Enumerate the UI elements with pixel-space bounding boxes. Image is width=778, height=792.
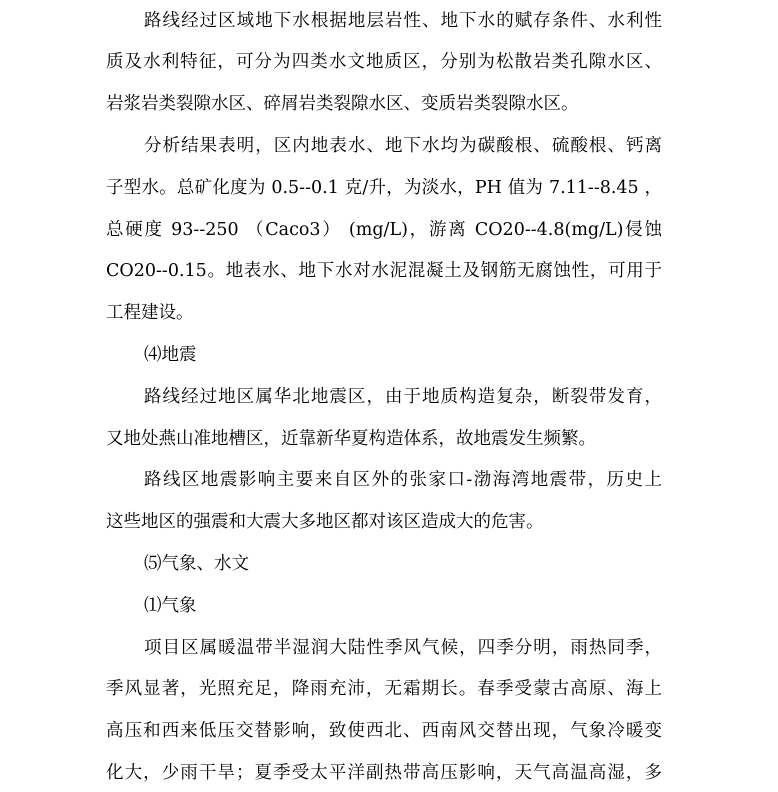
paragraph-3-line-1: 路线经过地区属华北地震区，由于地质构造复杂，断裂带发育， (144, 387, 662, 407)
paragraph-2-line-5: 工程建设。 (106, 303, 194, 323)
paragraph-2-line-3: 总硬度 93--250 （Caco3） (mg/L)，游离 CO20--4.8(mg/L)侵蚀 (106, 220, 662, 240)
paragraph-1-line-2: 质及水利特征，可分为四类水文地质区，分别为松散岩类孔隙水区、 (106, 52, 662, 72)
paragraph-1-line-1: 路线经过区域地下水根据地层岩性、地下水的赋存条件、水利性 (144, 11, 662, 31)
paragraph-5-line-2: 季风显著，光照充足，降雨充沛，无霜期长。春季受蒙古高原、海上 (106, 679, 662, 699)
paragraph-5-line-4: 化大，少雨干旱；夏季受太平洋副热带高压影响，天气高温高湿，多 (106, 763, 662, 783)
section-heading-meteorology-hydrology: ⑸气象、水文 (144, 554, 249, 574)
paragraph-5-line-3: 高压和西来低压交替影响，致使西北、西南风交替出现，气象冷暖变 (106, 721, 662, 741)
paragraph-1-line-3: 岩浆岩类裂隙水区、碎屑岩类裂隙水区、变质岩类裂隙水区。 (106, 94, 579, 114)
paragraph-3-line-2: 又地处燕山准地槽区，近靠新华夏构造体系，故地震发生频繁。 (106, 429, 596, 449)
paragraph-2-line-4: CO20--0.15。地表水、地下水对水泥混凝土及钢筋无腐蚀性，可用于 (106, 261, 662, 281)
paragraph-4-line-1: 路线区地震影响主要来自区外的张家口-渤海湾地震带，历史上 (144, 470, 662, 490)
paragraph-5-line-1: 项目区属暖温带半湿润大陆性季风气候，四季分明，雨热同季， (144, 638, 662, 658)
paragraph-2-line-2: 子型水。总矿化度为 0.5--0.1 克/升，为淡水，PH 值为 7.11--8.45 ， (106, 178, 662, 198)
section-heading-earthquake: ⑷地震 (144, 345, 197, 365)
paragraph-2-line-1: 分析结果表明，区内地表水、地下水均为碳酸根、硫酸根、钙离 (144, 136, 662, 156)
paragraph-4-line-2: 这些地区的强震和大震大多地区都对该区造成大的危害。 (106, 512, 544, 532)
subsection-heading-meteorology: ⑴气象 (144, 596, 197, 616)
